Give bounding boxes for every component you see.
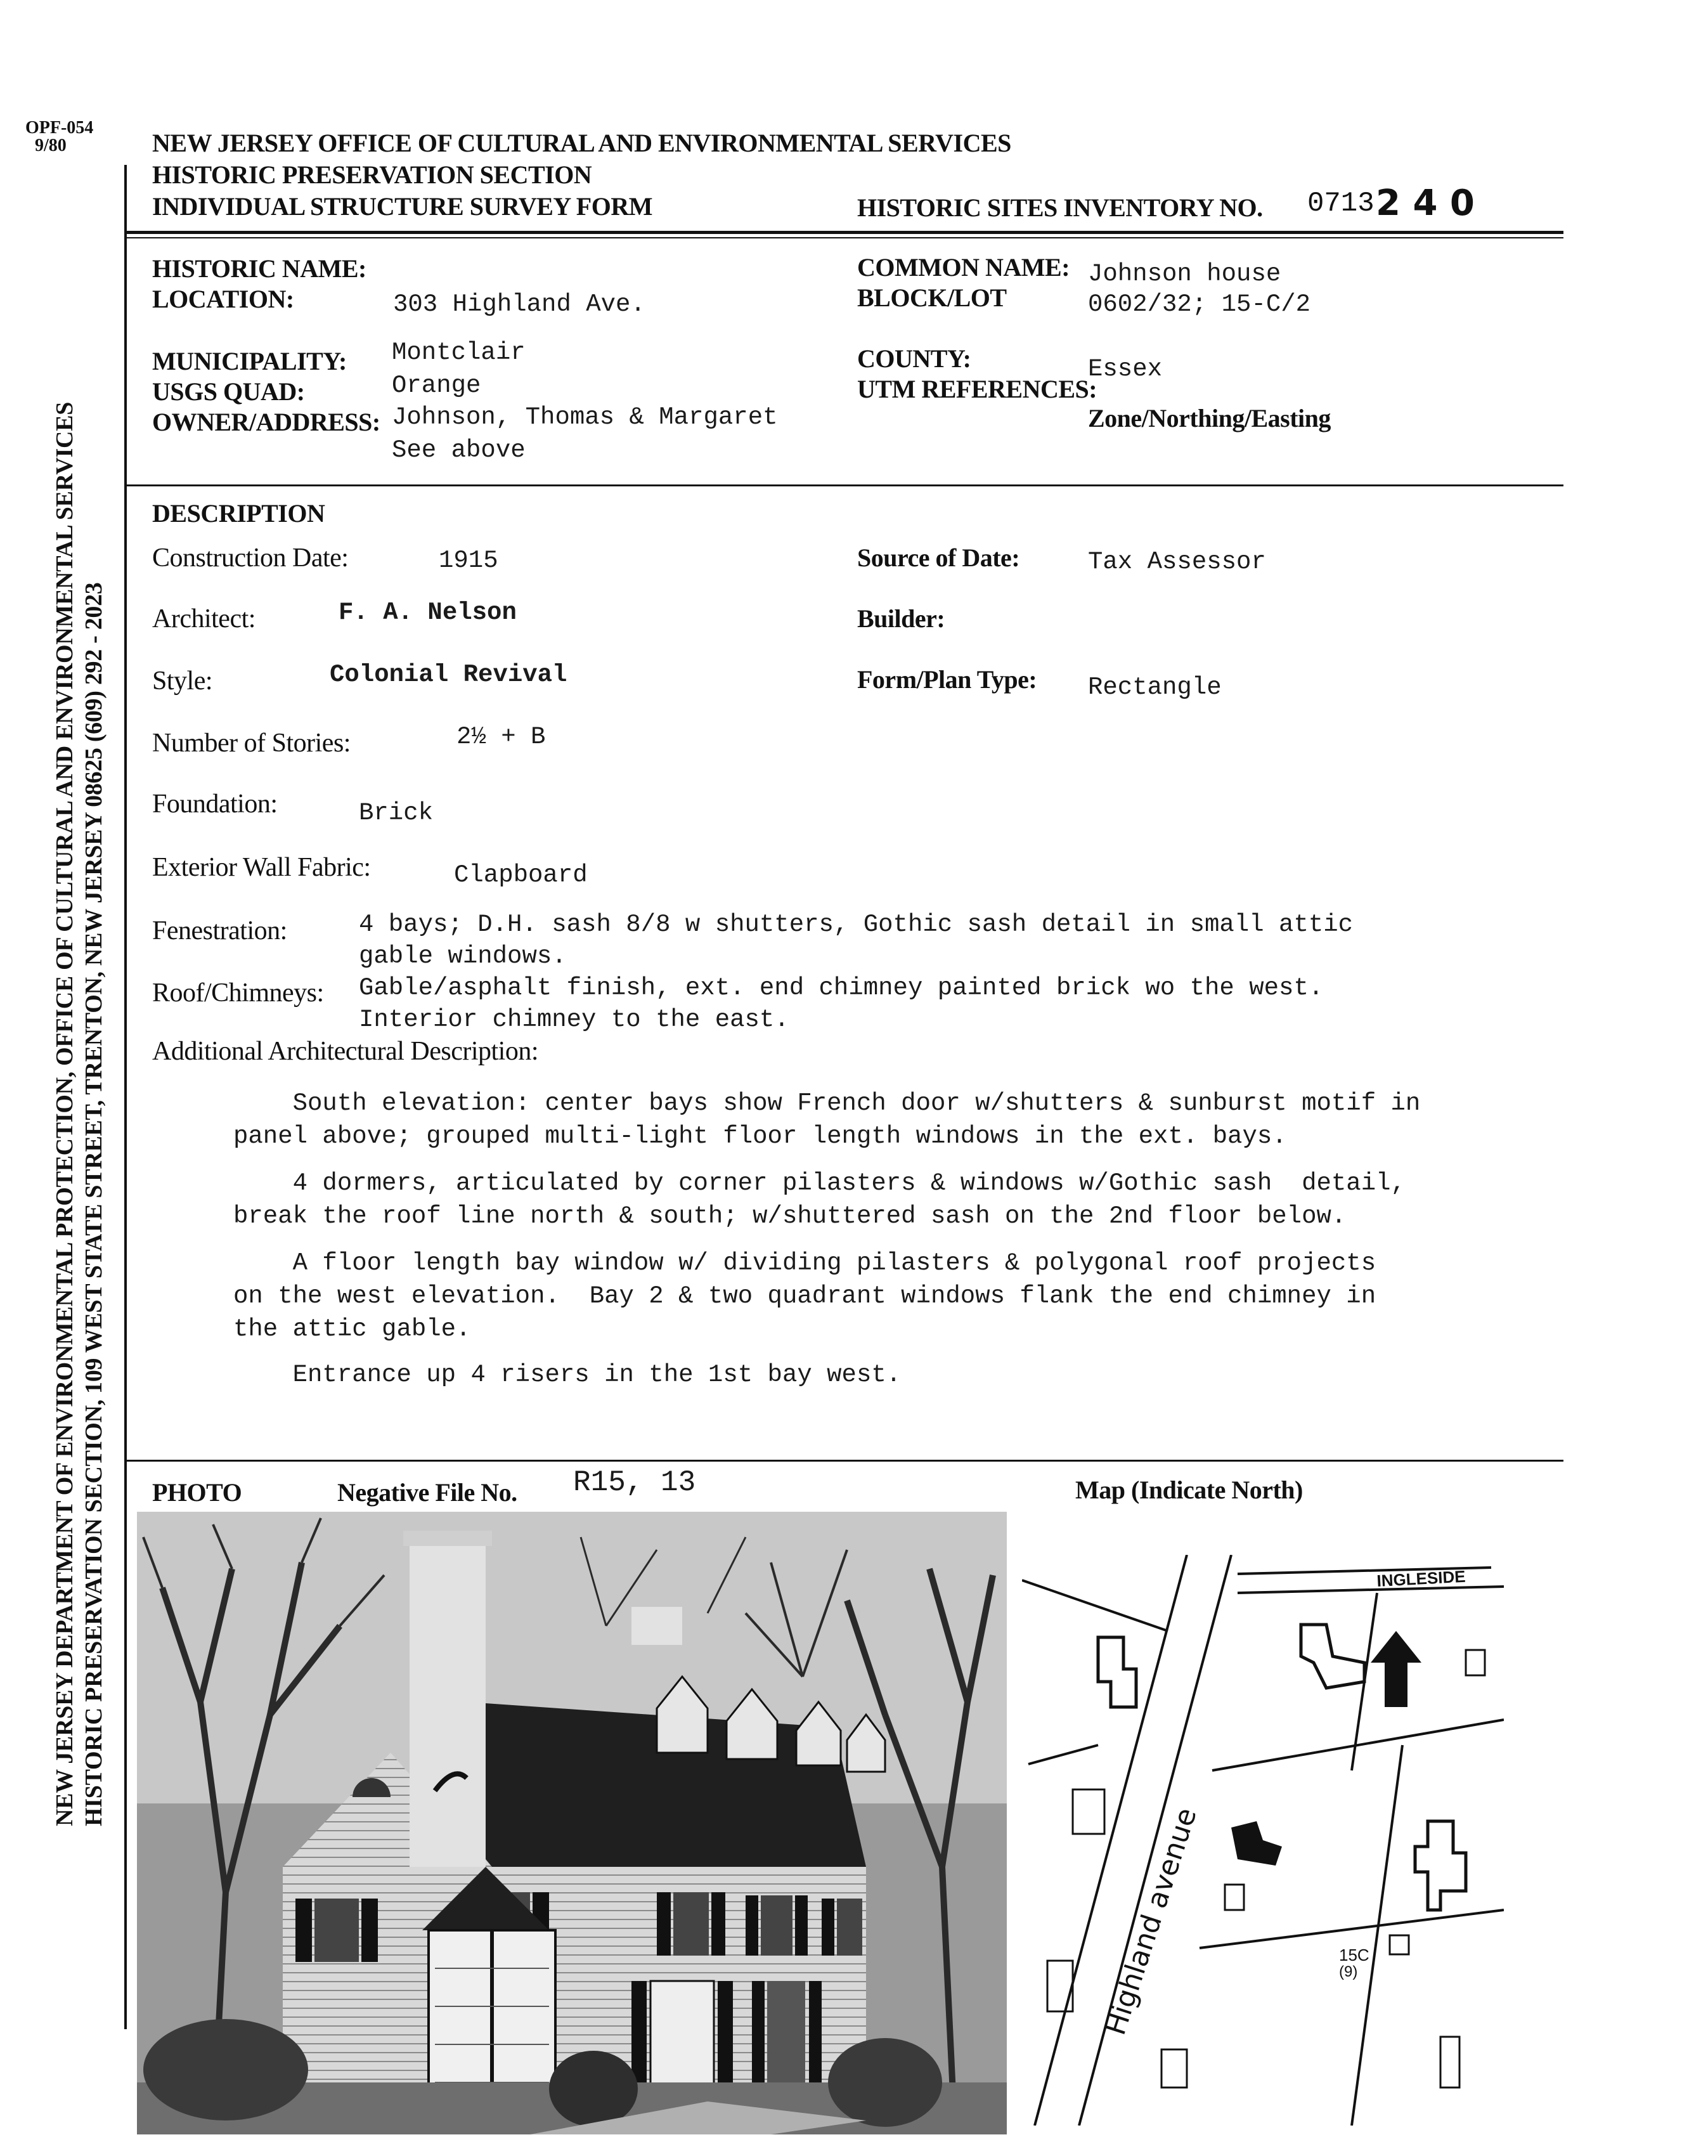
paragraph-1-line-2: panel above; grouped multi-light floor length windows in the ext. bays. <box>233 1122 1287 1150</box>
map-street-cross: INGLESIDE <box>1376 1566 1466 1590</box>
common-name-label: COMMON NAME: <box>857 253 1070 282</box>
agency-title: NEW JERSEY OFFICE OF CULTURAL AND ENVIRONMENTAL SERVICES <box>152 129 1011 157</box>
map-street-main: Highland avenue <box>1099 1803 1203 2039</box>
photo-label: PHOTO <box>152 1478 242 1507</box>
map-lot-sub: (9) <box>1339 1963 1358 1980</box>
identification-rule <box>124 484 1563 486</box>
house-photo <box>137 1512 1007 2134</box>
paragraph-2-line-1: 4 dormers, articulated by corner pilasters & windows w/Gothic sash detail, <box>233 1169 1406 1197</box>
paragraph-3-line-2: on the west elevation. Bay 2 & two quadrant windows flank the end chimney in <box>233 1282 1376 1310</box>
header-rule <box>124 231 1563 234</box>
map-label: Map (Indicate North) <box>1075 1476 1303 1504</box>
construction-date-value: 1915 <box>439 547 498 575</box>
utm-label: UTM REFERENCES: <box>857 375 1097 403</box>
header-rule-2 <box>124 237 1563 238</box>
roof-label: Roof/Chimneys: <box>152 978 324 1008</box>
site-map <box>1022 1555 1504 2126</box>
wall-value: Clapboard <box>454 861 588 889</box>
sidebar-line-2: HISTORIC PRESERVATION SECTION, 109 WEST STATE STREET, TRENTON, NEW JERSEY 08625 (609) 292 - 2023 <box>81 582 107 1826</box>
fenestration-line-2: gable windows. <box>359 942 567 970</box>
sidebar-border <box>124 165 127 2029</box>
foundation-value: Brick <box>359 799 434 827</box>
paragraph-4-line-1: Entrance up 4 risers in the 1st bay west. <box>233 1361 902 1389</box>
negative-value: R15, 13 <box>573 1466 696 1499</box>
form-plan-value: Rectangle <box>1088 673 1222 701</box>
form-plan-label: Form/Plan Type: <box>857 665 1037 694</box>
location-label: LOCATION: <box>152 285 294 313</box>
architect-label: Architect: <box>152 604 256 633</box>
owner-value: Johnson, Thomas & Margaret <box>392 403 778 431</box>
fenestration-label: Fenestration: <box>152 916 287 945</box>
owner-address-value: See above <box>392 436 526 464</box>
wall-label: Exterior Wall Fabric: <box>152 853 371 882</box>
paragraph-2-line-2: break the roof line north & south; w/shuttered sash on the 2nd floor below. <box>233 1202 1347 1230</box>
section-title: HISTORIC PRESERVATION SECTION <box>152 160 592 189</box>
owner-label: OWNER/ADDRESS: <box>152 408 380 436</box>
stories-value: 2½ + B <box>456 723 546 751</box>
historic-name-label: HISTORIC NAME: <box>152 254 366 283</box>
stories-label: Number of Stories: <box>152 729 351 758</box>
paragraph-3-line-1: A floor length bay window w/ dividing pilasters & polygonal roof projects <box>233 1249 1376 1277</box>
form-title: INDIVIDUAL STRUCTURE SURVEY FORM <box>152 192 652 221</box>
roof-line-1: Gable/asphalt finish, ext. end chimney painted brick wo the west. <box>359 974 1324 1002</box>
foundation-label: Foundation: <box>152 789 278 819</box>
photo-section-rule <box>124 1460 1563 1462</box>
usgs-quad-label: USGS QUAD: <box>152 377 305 406</box>
description-label: DESCRIPTION <box>152 499 325 528</box>
county-value: Essex <box>1088 355 1163 383</box>
common-name-value: Johnson house <box>1088 260 1281 288</box>
county-label: COUNTY: <box>857 344 971 373</box>
roof-line-2: Interior chimney to the east. <box>359 1006 789 1034</box>
municipality-label: MUNICIPALITY: <box>152 347 347 375</box>
builder-label: Builder: <box>857 604 945 633</box>
form-date: 9/80 <box>35 136 67 155</box>
paragraph-3-line-3: the attic gable. <box>233 1315 471 1343</box>
inventory-number: 2 4 0 <box>1376 183 1475 224</box>
source-label: Source of Date: <box>857 543 1020 572</box>
map-lot-label: 15C <box>1339 1945 1369 1964</box>
style-label: Style: <box>152 666 213 696</box>
additional-description-label: Additional Architectural Description: <box>152 1037 538 1066</box>
style-value: Colonial Revival <box>330 661 567 689</box>
inventory-label: HISTORIC SITES INVENTORY NO. <box>857 193 1263 222</box>
construction-date-label: Construction Date: <box>152 543 349 573</box>
inventory-prefix: 0713 <box>1307 188 1375 219</box>
architect-value: F. A. Nelson <box>339 599 517 627</box>
block-lot-value: 0602/32; 15-C/2 <box>1088 290 1311 318</box>
form-code: OPF-054 <box>25 118 94 138</box>
location-value: 303 Highland Ave. <box>393 290 645 318</box>
municipality-value: Montclair <box>392 339 526 367</box>
usgs-quad-value: Orange <box>392 372 481 399</box>
fenestration-line-1: 4 bays; D.H. sash 8/8 w shutters, Gothic sash detail in small attic <box>359 911 1354 938</box>
source-value: Tax Assessor <box>1088 548 1266 576</box>
block-lot-label: BLOCK/LOT <box>857 283 1007 312</box>
negative-label: Negative File No. <box>337 1478 517 1507</box>
sidebar-line-1: NEW JERSEY DEPARTMENT OF ENVIRONMENTAL PROTECTION, OFFICE OF CULTURAL AND ENVIRONMENTAL SERVICES <box>51 401 78 1826</box>
paragraph-1-line-1: South elevation: center bays show French door w/shutters & sunburst motif in <box>233 1089 1421 1117</box>
utm-sub-label: Zone/Northing/Easting <box>1088 404 1331 432</box>
